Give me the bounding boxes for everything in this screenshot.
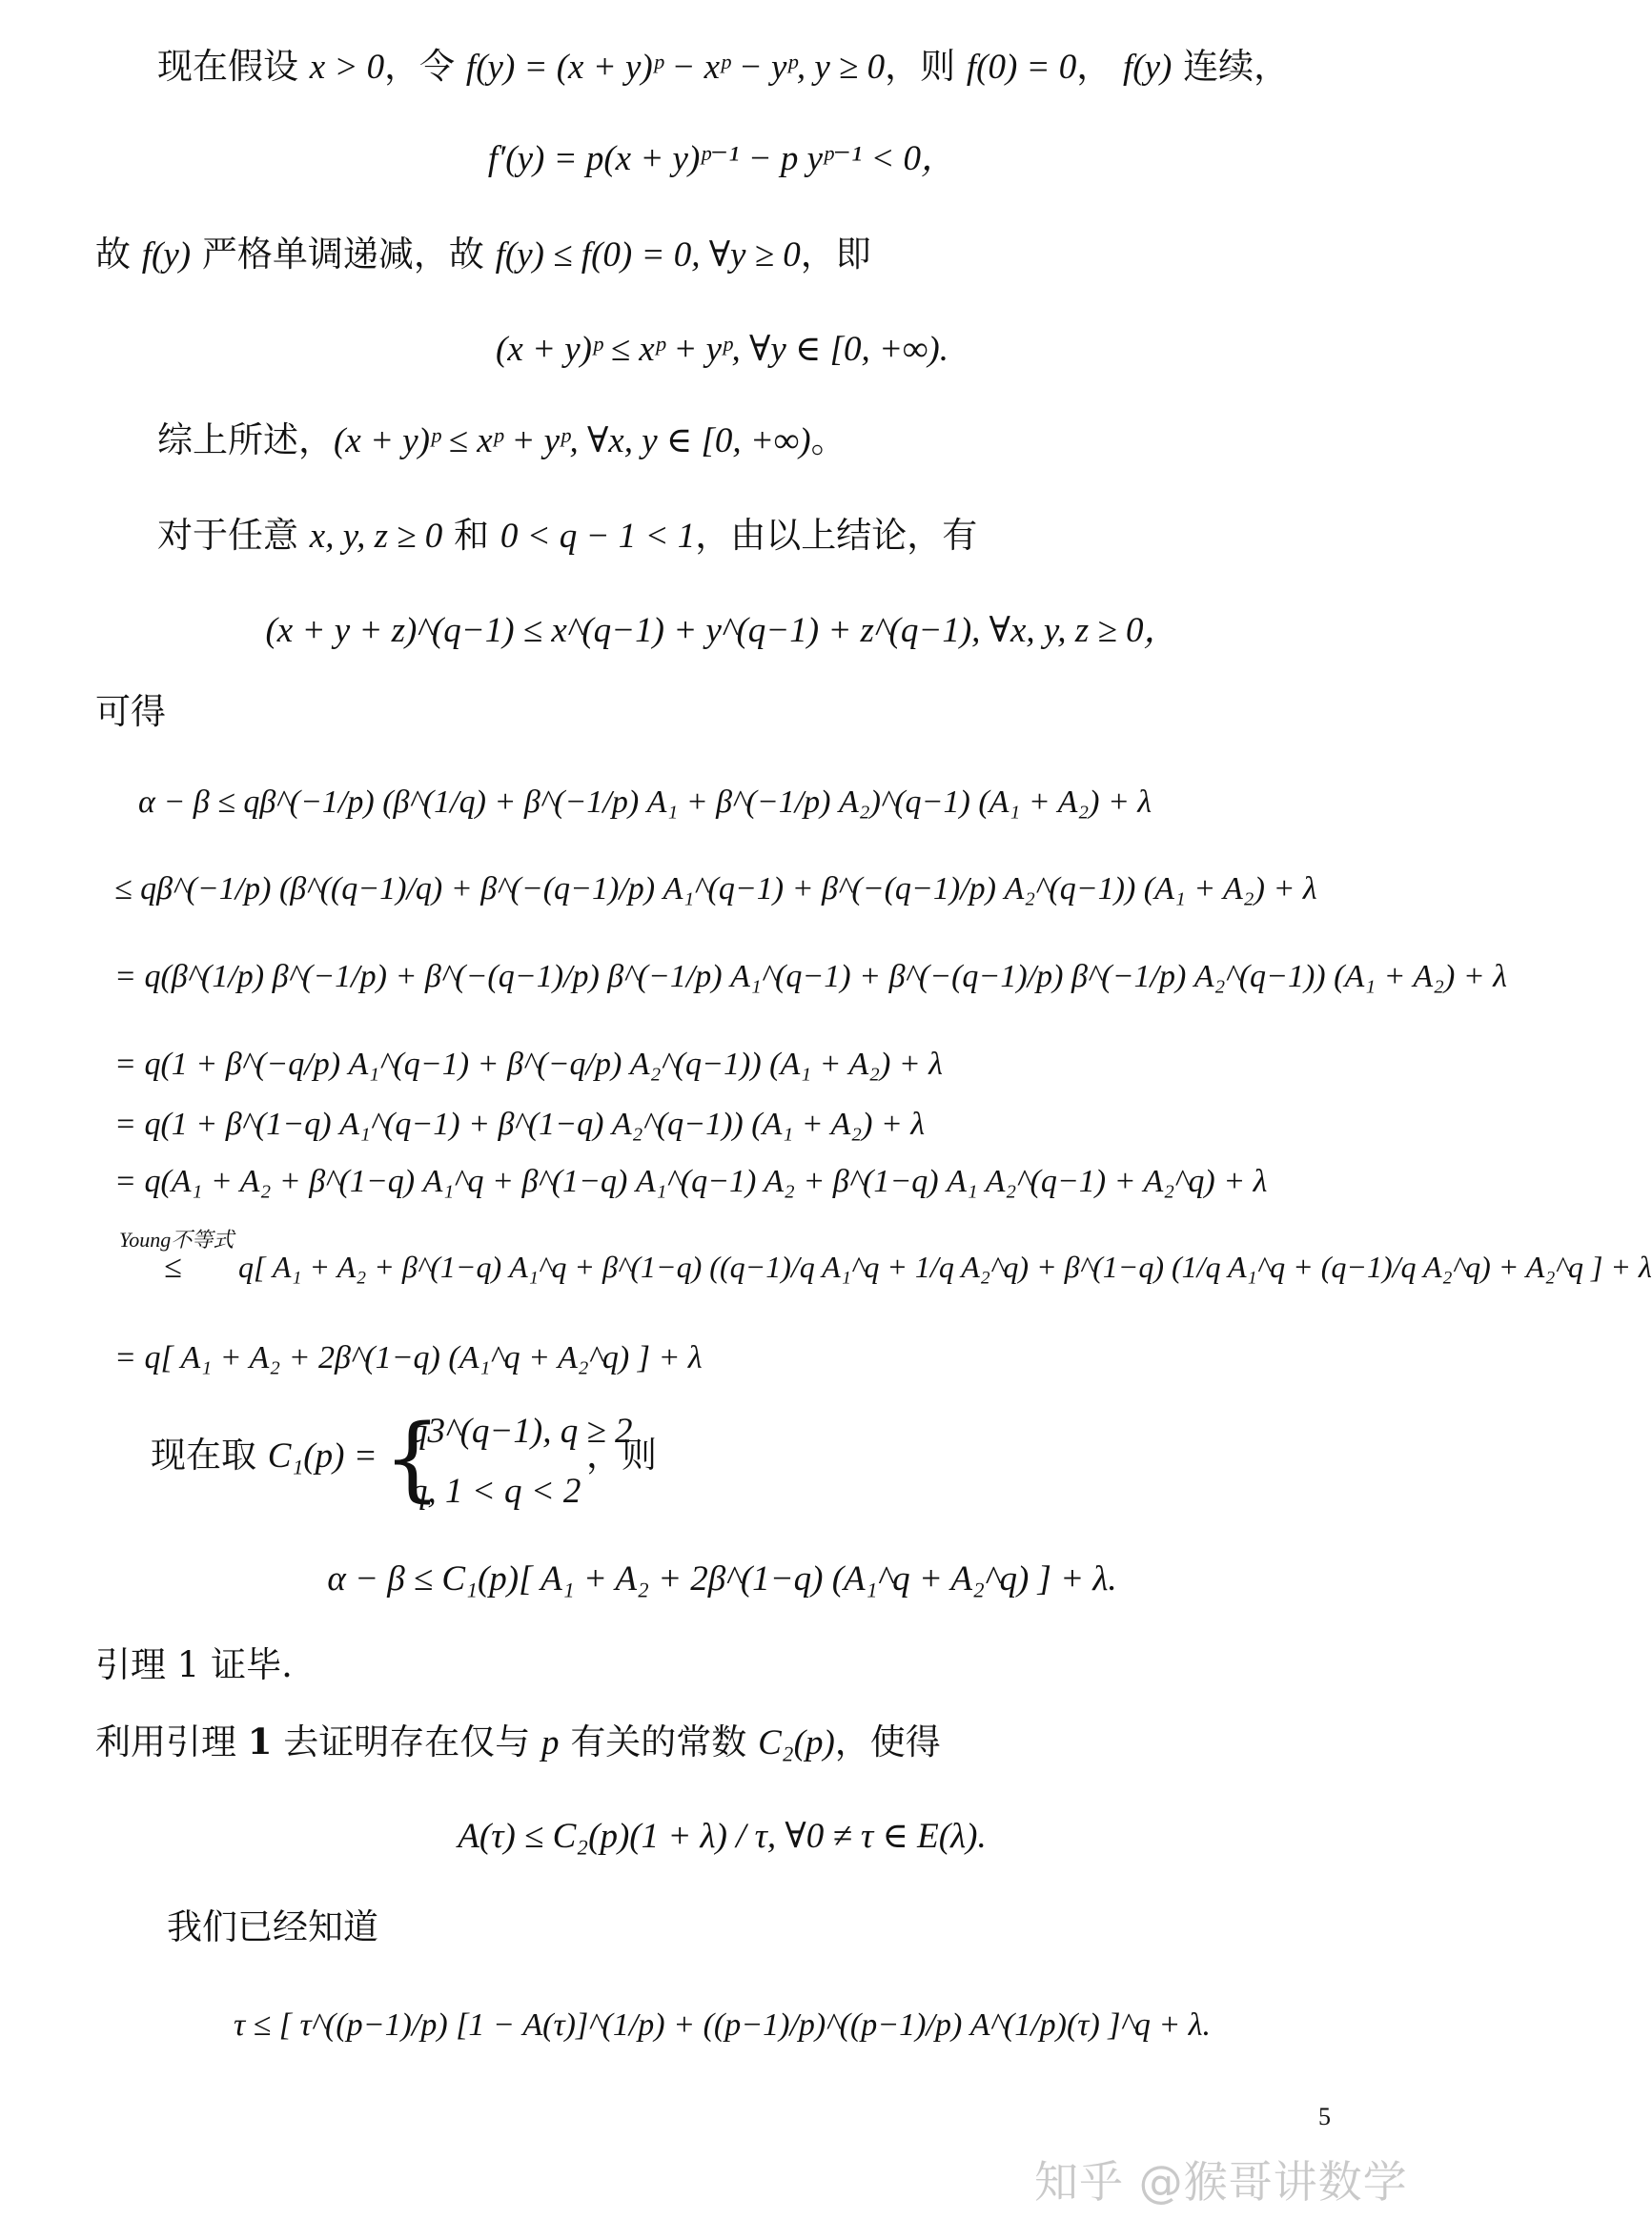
paragraph-6-text-2: ，则: [586, 1435, 657, 1476]
derivation-line-7: q[ A₁ + A₂ + β^(1−q) A₁^q + β^(1−q) ((q−1)/q A₁^q + 1/q A₂^q) + β^(1−q) (1/q A₁^q + (q−1)/q A₂^q) + A₂^q ] + λ: [238, 1250, 1652, 1284]
paragraph-8-text: 利用引理: [95, 1721, 236, 1762]
paragraph-1: [157, 46, 1289, 89]
equation-inequality-1: (x + y)ᵖ ≤ xᵖ + yᵖ, ∀y ∈ [0, +∞).: [496, 330, 948, 369]
equation-target: A(τ) ≤ C₂(p)(1 + λ) / τ, ∀0 ≠ τ ∈ E(λ).: [458, 1817, 987, 1856]
case-1: q3^(q−1), q ≥ 2: [410, 1412, 633, 1451]
derivation-line-8: = q[ A₁ + A₂ + 2β^(1−q) (A₁^q + A₂^q) ] + λ: [114, 1340, 703, 1375]
paragraph-1-text-5: 连续，: [1183, 46, 1290, 87]
paragraph-8-text-3: 有关的常数: [570, 1721, 747, 1762]
math-xyz-nonneg: x, y, z ≥ 0: [309, 517, 443, 556]
paragraph-3: [157, 419, 846, 462]
derivation-line-2: ≤ qβ^(−1/p) (β^((q−1)/q) + β^(−(q−1)/p) A₁^(q−1) + β^(−(q−1)/p) A₂^(q−1)) (A₁ + A₂) + λ: [114, 871, 1317, 906]
paragraph-9: 我们已经知道: [167, 1906, 378, 1947]
derivation-line-1: α − β ≤ qβ^(−1/p) (β^(1/q) + β^(−1/p) A₁ + β^(−1/p) A₂)^(q−1) (A₁ + A₂) + λ: [138, 784, 1152, 820]
case-2: q, 1 < q < 2: [410, 1472, 581, 1511]
page-number: 5: [1318, 2103, 1331, 2130]
paragraph-8-text-4: ，使得: [834, 1721, 941, 1762]
math-c2: C₂(p): [758, 1723, 835, 1762]
math-p: p: [541, 1723, 560, 1762]
math-f-y: f(y): [1123, 48, 1173, 87]
paragraph-1-text-3: ，则: [885, 46, 956, 87]
equation-result: α − β ≤ C₁(p)[ A₁ + A₂ + 2β^(1−q) (A₁^q + A₂^q) ] + λ.: [327, 1559, 1117, 1599]
paragraph-1-text-4: ，: [1076, 46, 1112, 87]
paragraph-4-text-3: ，由以上结论，有: [695, 515, 978, 556]
paragraph-4-text: 对于任意: [157, 515, 298, 556]
equation-derivative: f′(y) = p(x + y)ᵖ⁻¹ − p yᵖ⁻¹ < 0，: [487, 139, 957, 178]
watermark: 知乎 @猴哥讲数学: [1034, 2156, 1408, 2208]
paragraph-4: [157, 515, 977, 558]
young-relation: ≤: [164, 1250, 182, 1285]
paragraph-6-text: 现在取: [151, 1435, 256, 1476]
derivation-line-6: = q(A₁ + A₂ + β^(1−q) A₁^q + β^(1−q) A₁^(q−1) A₂ + β^(1−q) A₁ A₂^(q−1) + A₂^q) + λ: [114, 1164, 1268, 1199]
cases-brace: {: [383, 1405, 442, 1512]
paragraph-6: [151, 1435, 377, 1477]
derivation-line-4: = q(1 + β^(−q/p) A₁^(q−1) + β^(−q/p) A₂^(q−1)) (A₁ + A₂) + λ: [114, 1047, 943, 1082]
paragraph-8-text-2: 去证明存在仅与: [283, 1721, 531, 1762]
math-x-positive: x > 0: [309, 48, 385, 87]
paragraph-8: [95, 1721, 941, 1764]
paragraph-3-text-2: 。: [810, 419, 846, 460]
young-inequality-label: Young不等式: [119, 1228, 235, 1252]
equation-inequality-2: (x + y + z)^(q−1) ≤ x^(q−1) + y^(q−1) + z^(q−1), ∀x, y, z ≥ 0，: [265, 611, 1179, 650]
math-q-range: 0 < q − 1 < 1: [500, 517, 696, 556]
paragraph-2-text-3: ，即: [800, 234, 871, 275]
math-f-y-2: f(y): [141, 235, 192, 275]
math-c1-definition: C₁(p) =: [267, 1436, 377, 1476]
paragraph-1-text: 现在假设: [157, 46, 298, 87]
paragraph-7: 引理 1 证毕.: [95, 1644, 293, 1685]
math-f-definition: f(y) = (x + y)ᵖ − xᵖ − yᵖ, y ≥ 0: [465, 48, 886, 87]
paragraph-3-text: 综上所述，: [157, 419, 334, 460]
math-summary-inequality: (x + y)ᵖ ≤ xᵖ + yᵖ, ∀x, y ∈ [0, +∞): [334, 421, 811, 460]
paragraph-2-text-2: 严格单调递减，故: [201, 234, 484, 275]
derivation-line-5: = q(1 + β^(1−q) A₁^(q−1) + β^(1−q) A₂^(q−1)) (A₁ + A₂) + λ: [114, 1107, 926, 1142]
paragraph-4-text-2: 和: [454, 515, 490, 556]
paragraph-2-text: 故: [95, 234, 131, 275]
paragraph-5: 可得: [95, 691, 166, 732]
math-f-bound: f(y) ≤ f(0) = 0, ∀y ≥ 0: [495, 235, 801, 275]
derivation-line-3: = q(β^(1/p) β^(−1/p) + β^(−(q−1)/p) β^(−1/p) A₁^(q−1) + β^(−(q−1)/p) β^(−1/p) A₂^(q−1)) (A₁ + A₂) + λ: [114, 959, 1507, 994]
paragraph-8-bold: 1: [247, 1721, 273, 1762]
equation-known: τ ≤ [ τ^((p−1)/p) [1 − A(τ)]^(1/p) + ((p−1)/p)^((p−1)/p) A^(1/p)(τ) ]^q + λ.: [233, 2007, 1212, 2043]
math-f-zero: f(0) = 0: [966, 48, 1077, 87]
paragraph-1-text-2: ，令: [384, 46, 456, 87]
paragraph-2: [95, 234, 871, 276]
